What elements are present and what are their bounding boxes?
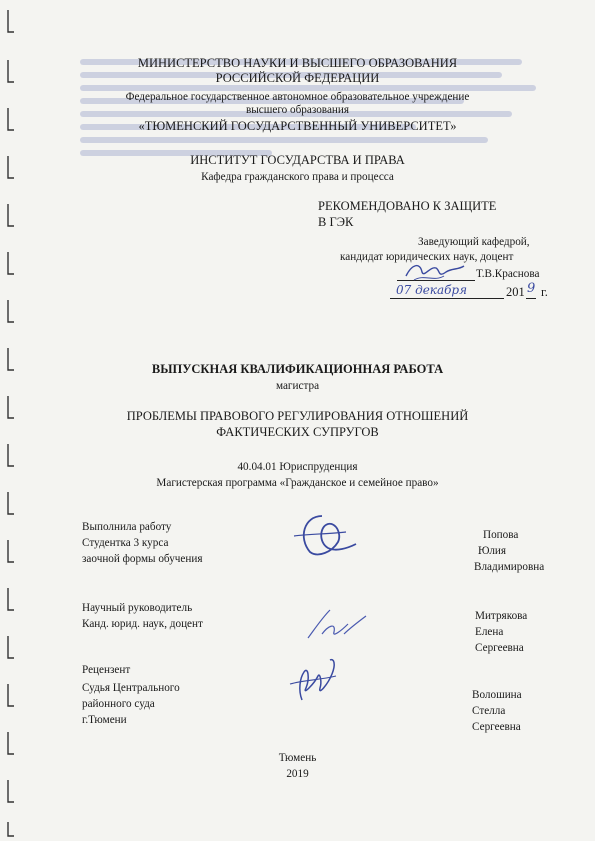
approval-year-prefix: 201 [506, 285, 525, 299]
head-signature [400, 258, 470, 284]
approval-name: Т.В.Краснова [476, 268, 540, 280]
institution-line-2: высшего образования [245, 104, 350, 116]
ministry-line-1: МИНИСТЕРСТВО НАУКИ И ВЫСШЕГО ОБРАЗОВАНИЯ [137, 56, 458, 70]
institution-line-1: Федеральное государственное автономное образовательное учреждение [125, 91, 470, 103]
approval-year-digit: 9 [527, 281, 536, 296]
year-line [526, 298, 536, 299]
author-firstname: Юлия [478, 545, 507, 557]
master-program: Магистерская программа «Гражданское и семейное право» [156, 477, 439, 489]
work-title-line-2: ФАКТИЧЕСКИХ СУПРУГОВ [216, 425, 379, 439]
approval-year-suffix: г. [541, 285, 548, 299]
work-title-line-1: ПРОБЛЕМЫ ПРАВОВОГО РЕГУЛИРОВАНИЯ ОТНОШЕНИЙ [126, 409, 469, 423]
supervisor-firstname: Елена [475, 626, 504, 638]
reviewer-signature [284, 650, 352, 708]
year: 2019 [286, 768, 309, 780]
reviewer-surname: Волошина [472, 689, 522, 701]
specialty-code: 40.04.01 Юриспруденция [237, 461, 358, 473]
author-signature [288, 508, 368, 560]
supervisor-signature [300, 604, 372, 644]
institute-name: ИНСТИТУТ ГОСУДАРСТВА И ПРАВА [190, 153, 405, 167]
supervisor-surname: Митрякова [475, 610, 528, 622]
work-level: магистра [275, 380, 320, 392]
approval-body: В ГЭК [318, 215, 354, 229]
author-surname: Попова [483, 529, 519, 541]
reviewer-firstname: Стелла [472, 705, 506, 717]
supervisor-label-1: Научный руководитель [82, 602, 193, 614]
ministry-line-2: РОССИЙСКОЙ ФЕДЕРАЦИИ [215, 71, 380, 85]
reviewer-label-4: г.Тюмени [82, 714, 127, 726]
reviewer-label-3: районного суда [82, 698, 155, 710]
city: Тюмень [278, 752, 317, 764]
approval-degree: кандидат юридических наук, доцент [340, 251, 514, 263]
author-label-1: Выполнила работу [82, 521, 172, 533]
reviewer-label-1: Рецензент [82, 664, 131, 676]
author-label-3: заочной формы обучения [82, 553, 203, 565]
supervisor-label-2: Канд. юрид. наук, доцент [82, 618, 203, 630]
author-patronymic: Владимировна [474, 561, 545, 573]
approval-position: Заведующий кафедрой, [418, 236, 530, 248]
supervisor-patronymic: Сергеевна [475, 642, 524, 654]
author-label-2: Студентка 3 курса [82, 537, 169, 549]
reviewer-label-2: Судья Центрального [82, 682, 180, 694]
university-name: «ТЮМЕНСКИЙ ГОСУДАРСТВЕННЫЙ УНИВЕРСИТЕТ» [138, 119, 457, 133]
department-name: Кафедра гражданского права и процесса [201, 171, 394, 183]
reviewer-patronymic: Сергеевна [472, 721, 521, 733]
date-line [390, 298, 504, 299]
recommended-label: РЕКОМЕНДОВАНО К ЗАЩИТЕ [318, 199, 497, 213]
approval-date-handwritten: 07 декабря [396, 283, 468, 297]
work-type: ВЫПУСКНАЯ КВАЛИФИКАЦИОННАЯ РАБОТА [151, 362, 444, 376]
